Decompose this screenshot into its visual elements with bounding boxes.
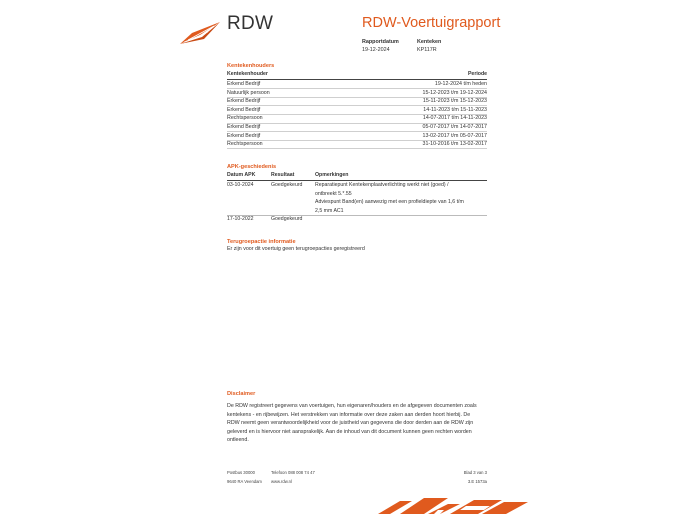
owner-holder: Erkend Bedrijf <box>227 132 261 139</box>
owners-col-holder: Kentekenhouder <box>227 71 268 77</box>
report-date-label: Rapportdatum <box>362 39 399 45</box>
apk-result: Goedgekeurd <box>271 216 303 222</box>
owner-holder: Natuurlijk persoon <box>227 89 270 96</box>
disclaimer-line: kentekens - en rijbewijzen. Het verstrekken van informatie over deze zaken aan derden hoort hierbij. De <box>227 411 471 418</box>
apk-remark-line: 2,5 mm AC1 <box>315 207 344 214</box>
footer-code: 3.E 1573a <box>467 479 487 484</box>
owner-holder: Erkend Bedrijf <box>227 106 261 113</box>
owner-period: 13-02-2017 t/m 05-07-2017 <box>422 132 487 139</box>
apk-header-rule <box>227 180 487 181</box>
apk-remark-line: Reparatiepunt Kentekenplaatverlichting werkt niet (goed) / <box>315 182 449 188</box>
apk-date: 03-10-2024 <box>227 182 254 188</box>
owners-section-title: Kentekenhouders <box>227 63 275 69</box>
owner-period: 14-07-2017 t/m 14-11-2023 <box>422 115 487 122</box>
owner-holder: Erkend Bedrijf <box>227 81 261 87</box>
footer-postbus: Postbus 30000 <box>227 470 255 475</box>
decorative-stripes-icon <box>378 494 528 514</box>
apk-col-remarks: Opmerkingen <box>315 172 349 178</box>
owner-period: 19-12-2024 t/m heden <box>434 81 487 87</box>
disclaimer-section-title: Disclaimer <box>227 391 256 397</box>
owner-holder: Erkend Bedrijf <box>227 98 261 105</box>
apk-remark-line: Adviespunt Band(en) aanwezig met een profieldiepte van 1,6 t/m <box>315 199 464 205</box>
apk-col-date: Datum APK <box>227 172 256 178</box>
owner-period: 31-10-2016 t/m 13-02-2017 <box>422 141 487 148</box>
apk-section-title: APK-geschiedenis <box>227 164 277 170</box>
recall-section-title: Terugroepactie informatie <box>227 239 296 245</box>
disclaimer-line: geleverd en is hiervoor niet aansprakelijk. Aan de inhoud van dit document kunnen geen rechten worden <box>227 428 472 435</box>
apk-result: Goedgekeurd <box>271 182 303 188</box>
plate-label: Kenteken <box>417 39 442 45</box>
owners-col-period: Periode <box>467 71 487 77</box>
report-title: RDW-Voertuigrapport <box>362 15 501 31</box>
owner-period: 15-12-2023 t/m 19-12-2024 <box>422 89 487 96</box>
rdw-logo-icon <box>178 20 222 46</box>
disclaimer-line: ontleend. <box>227 437 249 444</box>
owner-holder: Rechtspersoon <box>227 115 263 122</box>
table-row <box>227 140 487 149</box>
footer-phone: Telefoon 088 008 74 47 <box>271 470 315 475</box>
plate-value: KP117R <box>417 47 437 53</box>
recall-text: Er zijn voor dit voertuig geen terugroepacties geregistreerd <box>227 246 365 252</box>
footer-city: 9640 RA Veendam <box>227 479 262 484</box>
owner-period: 15-11-2023 t/m 15-12-2023 <box>422 98 487 105</box>
footer-page: Blad 3 van 3 <box>463 470 487 475</box>
owner-holder: Rechtspersoon <box>227 141 263 148</box>
disclaimer-line: RDW neemt geen verantwoordelijkheid voor de juistheid van gegevens die door derden aan de RDW zijn <box>227 420 474 427</box>
apk-remark-line: ontbreekt 5.*.55 <box>315 190 352 197</box>
report-date-value: 19-12-2024 <box>362 47 390 53</box>
apk-col-result: Resultaat <box>271 172 295 178</box>
brand-name: RDW <box>227 13 274 34</box>
apk-date: 17-10-2022 <box>227 216 254 222</box>
owner-holder: Erkend Bedrijf <box>227 124 261 130</box>
disclaimer-line: De RDW registreert gegevens van voertuigen, hun eigenaren/houders en de afgegeven documenten zoals <box>227 403 477 409</box>
footer-web: www.rdw.nl <box>271 479 292 484</box>
owner-period: 05-07-2017 t/m 14-07-2017 <box>422 124 487 130</box>
owner-period: 14-11-2023 t/m 15-11-2023 <box>423 106 487 113</box>
apk-row-divider <box>227 215 487 216</box>
